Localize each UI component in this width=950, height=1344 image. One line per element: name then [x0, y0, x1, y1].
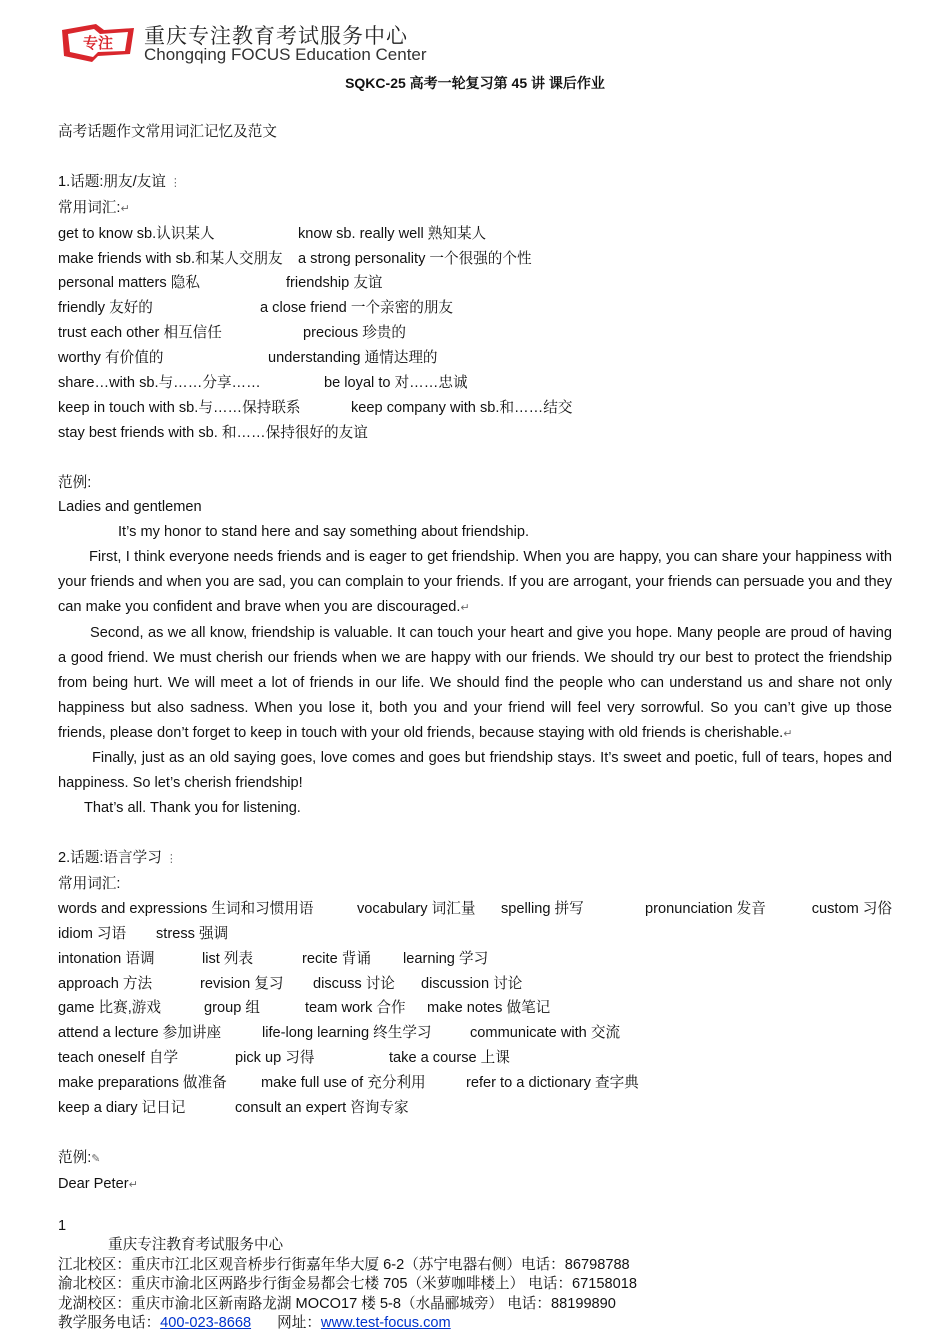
- topic2-vocab-row: [58, 1046, 892, 1071]
- vocab-item: life-long learning 终生学习: [262, 1025, 432, 1042]
- vocab-item: learning 学习: [403, 950, 489, 967]
- vocab-item: share…with sb.与……分享……: [58, 374, 261, 391]
- vocab-item: make friends with sb.和某人交朋友: [58, 250, 283, 267]
- logo-text: 专注: [82, 34, 114, 52]
- topic2-vocab-row: [58, 972, 892, 997]
- footer-campus-longhu: 龙湖校区：重庆市渝北区新南路龙湖 MOCO17 楼 5-8（水晶郦城旁） 电话：88199890: [58, 1295, 616, 1312]
- topic2-vocab-row: [58, 1021, 892, 1046]
- topic1-example-label: 范例:: [58, 474, 92, 491]
- vocab-item: intonation 语调: [58, 950, 155, 967]
- footer-campus-jiangbei: 江北校区：重庆市江北区观音桥步行街嘉年华大厦 6-2（苏宁电器右侧）电话：86798788: [58, 1256, 630, 1273]
- vocab-item: discuss 讨论: [313, 975, 395, 992]
- topic2-example-label: 范例:✎: [58, 1149, 101, 1166]
- footer-contact: 教学服务电话：400-023-8668 网址：www.test-focus.com: [58, 1315, 451, 1331]
- org-name-en: Chongqing FOCUS Education Center: [144, 45, 427, 64]
- topic2-vocab-row: [58, 1096, 892, 1121]
- topic1-vocab-row: [58, 247, 892, 272]
- vocab-item: discussion 讨论: [421, 975, 523, 992]
- vocab-item: group 组: [204, 1000, 260, 1017]
- topic2-vocab-list: [58, 922, 892, 1121]
- topic1-closing: That’s all. Thank you for listening.: [84, 800, 301, 817]
- intro-line: 高考话题作文常用词汇记忆及范文: [58, 124, 277, 140]
- vocab-item: team work 合作: [305, 1000, 406, 1017]
- vocab-item: keep company with sb.和……结交: [351, 399, 573, 416]
- org-name-cn: 重庆专注教育考试服务中心: [144, 24, 408, 48]
- vocab-item: stay best friends with sb. 和……保持很好的友谊: [58, 424, 368, 441]
- vocab-item: idiom 习语: [58, 925, 127, 942]
- vocab-item: pick up 习得: [235, 1050, 315, 1067]
- vocab-item: be loyal to 对……忠诚: [324, 374, 468, 391]
- topic1-vocab-row: [58, 421, 892, 446]
- vocab-item: understanding 通情达理的: [268, 350, 438, 367]
- topic1-heading: 1.话题:朋友/友谊 ⋮: [58, 173, 181, 190]
- vocab-item: game 比赛,游戏: [58, 1000, 161, 1017]
- topic1-vocab-row: [58, 371, 892, 396]
- topic1-vocab-row: [58, 321, 892, 346]
- vocab-item: revision 复习: [200, 975, 284, 992]
- topic2-salutation: Dear Peter↵: [58, 1175, 138, 1192]
- page-header: [58, 18, 478, 66]
- vocab-item: attend a lecture 参加讲座: [58, 1025, 222, 1042]
- vocab-item: make preparations 做准备: [58, 1075, 227, 1092]
- topic2-vocab-row: [58, 922, 892, 947]
- topic2-vocab-label: 常用词汇:: [58, 876, 121, 892]
- vocab-item: worthy 有价值的: [58, 350, 164, 367]
- topic1-paragraph-2: Second, as we all know, friendship is valuable. It can touch your heart and give you hope. Many people are proud of having a good friend. We must cherish our friends when we are happy with our friends. We should try our best to protect the friendship from being hurt. We will meet a lot of friends in our life. We should find the people who can understand us and share not only happiness but also sadness. When you lose it, both you and your friend will feel very sorrowful. So you can’t give up those friends, please don’t forget to keep in touch with your old friends, because staying with old friends is cherishable.↵: [58, 624, 892, 741]
- page-number: 1: [58, 1218, 67, 1234]
- vocab-item: a close friend 一个亲密的朋友: [260, 300, 454, 317]
- topic1-opening: It’s my honor to stand here and say something about friendship.: [118, 524, 530, 541]
- vocab-item: know sb. really well 熟知某人: [298, 225, 487, 242]
- footer-center-name: 重庆专注教育考试服务中心: [108, 1237, 284, 1253]
- vocab-item: keep in touch with sb.与……保持联系: [58, 399, 301, 416]
- topic1-salutation: Ladies and gentlemen: [58, 499, 202, 516]
- document-title: SQKC-25 高考一轮复习第 45 讲 课后作业: [345, 75, 605, 91]
- document-body: [58, 120, 892, 1198]
- vocab-item: communicate with 交流: [470, 1025, 621, 1042]
- topic2-vocab-row-1: words and expressions 生词和习惯用语 vocabulary 词汇量 spelling 拼写 pronunciation 发音 custom 习俗: [58, 900, 892, 917]
- vocab-item: teach oneself 自学: [58, 1050, 179, 1067]
- service-phone-link[interactable]: 400-023-8668: [160, 1315, 252, 1331]
- vocab-item: consult an expert 咨询专家: [235, 1100, 409, 1117]
- topic1-vocab-row: [58, 222, 892, 247]
- vocab-item: personal matters 隐私: [58, 275, 200, 292]
- vocab-item: make full use of 充分利用: [261, 1075, 426, 1092]
- vocab-item: take a course 上课: [389, 1050, 510, 1067]
- topic1-vocab-row: [58, 396, 892, 421]
- vocab-item: make notes 做笔记: [427, 1000, 551, 1017]
- website-link[interactable]: www.test-focus.com: [320, 1315, 451, 1331]
- vocab-item: precious 珍贵的: [303, 325, 406, 342]
- topic1-paragraph-3: Finally, just as an old saying goes, love comes and goes but friendship stays. It’s sweet and poetic, full of tears, hopes and happiness. So let’s cherish friendship!: [58, 750, 892, 792]
- focus-logo: [58, 20, 138, 60]
- topic2-heading: 2.话题:语言学习 ⋮: [58, 850, 177, 867]
- vocab-item: list 列表: [202, 950, 254, 967]
- page-footer: [58, 1216, 918, 1334]
- topic1-vocab-row: [58, 346, 892, 371]
- vocab-item: trust each other 相互信任: [58, 325, 222, 342]
- topic2-vocab-row: [58, 947, 892, 972]
- vocab-item: stress 强调: [156, 925, 229, 942]
- vocab-item: friendship 友谊: [286, 275, 383, 292]
- vocab-item: friendly 友好的: [58, 300, 153, 317]
- vocab-item: approach 方法: [58, 975, 153, 992]
- topic1-vocab-list: [58, 222, 892, 446]
- vocab-item: refer to a dictionary 查字典: [466, 1075, 639, 1092]
- topic1-paragraph-1: First, I think everyone needs friends and is eager to get friendship. When you are happy, you can share your happiness with your friends and when you are sad, you can complain to your friends. If you are arrogant, your friends can persuade you and they can make you confident and brave when you are discouraged.↵: [58, 549, 892, 616]
- topic1-vocab-label: 常用词汇:↵: [58, 199, 130, 216]
- vocab-item: a strong personality 一个很强的个性: [298, 250, 532, 267]
- topic1-vocab-row: [58, 296, 892, 321]
- vocab-item: keep a diary 记日记: [58, 1100, 186, 1117]
- topic2-vocab-row: [58, 1071, 892, 1096]
- topic1-vocab-row: [58, 271, 892, 296]
- topic2-vocab-row: [58, 996, 892, 1021]
- vocab-item: get to know sb.认识某人: [58, 225, 215, 242]
- vocab-item: recite 背诵: [302, 950, 371, 967]
- footer-campus-yubei: 渝北校区：重庆市渝北区两路步行街金易都会七楼 705（米萝咖啡楼上） 电话：67158018: [58, 1276, 637, 1292]
